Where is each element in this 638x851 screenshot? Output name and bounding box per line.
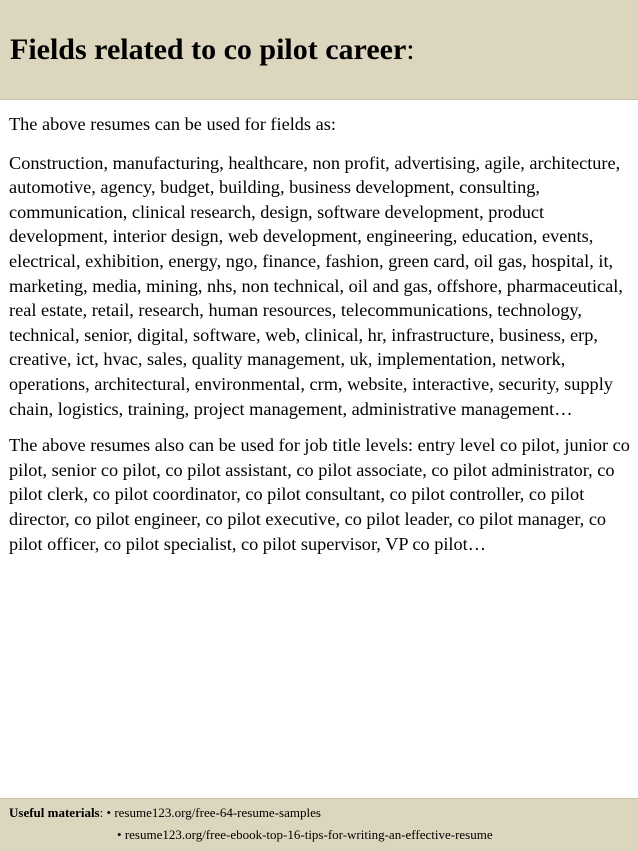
job-levels-paragraph: The above resumes also can be used for job title levels: entry level co pilot, junior co pilot, senior co pilot, co pilot assistant, co pilot associate, co pilot administrator, co pilot clerk, co pilot coordinator, co pilot consultant, co pilot controller, co pilot director, co pilot engineer, co pilot executive, co pilot leader, co pilot manager, co pilot officer, co pilot specialist, co pilot supervisor, VP co pilot… bbox=[9, 435, 630, 554]
page-title-text: Fields related to co pilot career bbox=[10, 33, 407, 66]
footer-row-2 bbox=[117, 825, 493, 845]
link-ebook-tips[interactable]: resume123.org/free-ebook-top-16-tips-for-writing-an-effective-resume bbox=[124, 827, 493, 842]
footer-label-colon: : bbox=[99, 805, 107, 820]
link-resume-samples[interactable]: resume123.org/free-64-resume-samples bbox=[114, 805, 321, 820]
page-title bbox=[10, 32, 415, 68]
bullet-icon: • bbox=[106, 805, 112, 820]
footer-row-1 bbox=[9, 803, 321, 823]
slide-body bbox=[9, 112, 633, 568]
useful-materials-footer bbox=[0, 798, 638, 851]
intro-text: The above resumes can be used for fields as: bbox=[9, 114, 336, 134]
page-title-colon: : bbox=[406, 33, 415, 66]
slide-header bbox=[0, 0, 638, 100]
fields-paragraph: Construction, manufacturing, healthcare, non profit, advertising, agile, architecture, automotive, agency, budget, building, business development, consulting, communication, clinical research, design, software development, product development, interior design, web development, engineering, education, events, electrical, exhibition, energy, ngo, finance, fashion, green card, oil gas, hospital, it, marketing, media, mining, nhs, non technical, oil and gas, offshore, pharmaceutical, real estate, retail, research, human resources, telecommunications, technology, technical, senior, digital, software, web, clinical, hr, infrastructure, business, erp, creative, ict, hvac, sales, quality management, uk, implementation, network, operations, architectural, environmental, crm, website, interactive, security, supply chain, logistics, training, project management, administrative management… bbox=[9, 152, 623, 419]
footer-label: Useful materials bbox=[9, 805, 100, 820]
bullet-icon: • bbox=[117, 827, 122, 842]
